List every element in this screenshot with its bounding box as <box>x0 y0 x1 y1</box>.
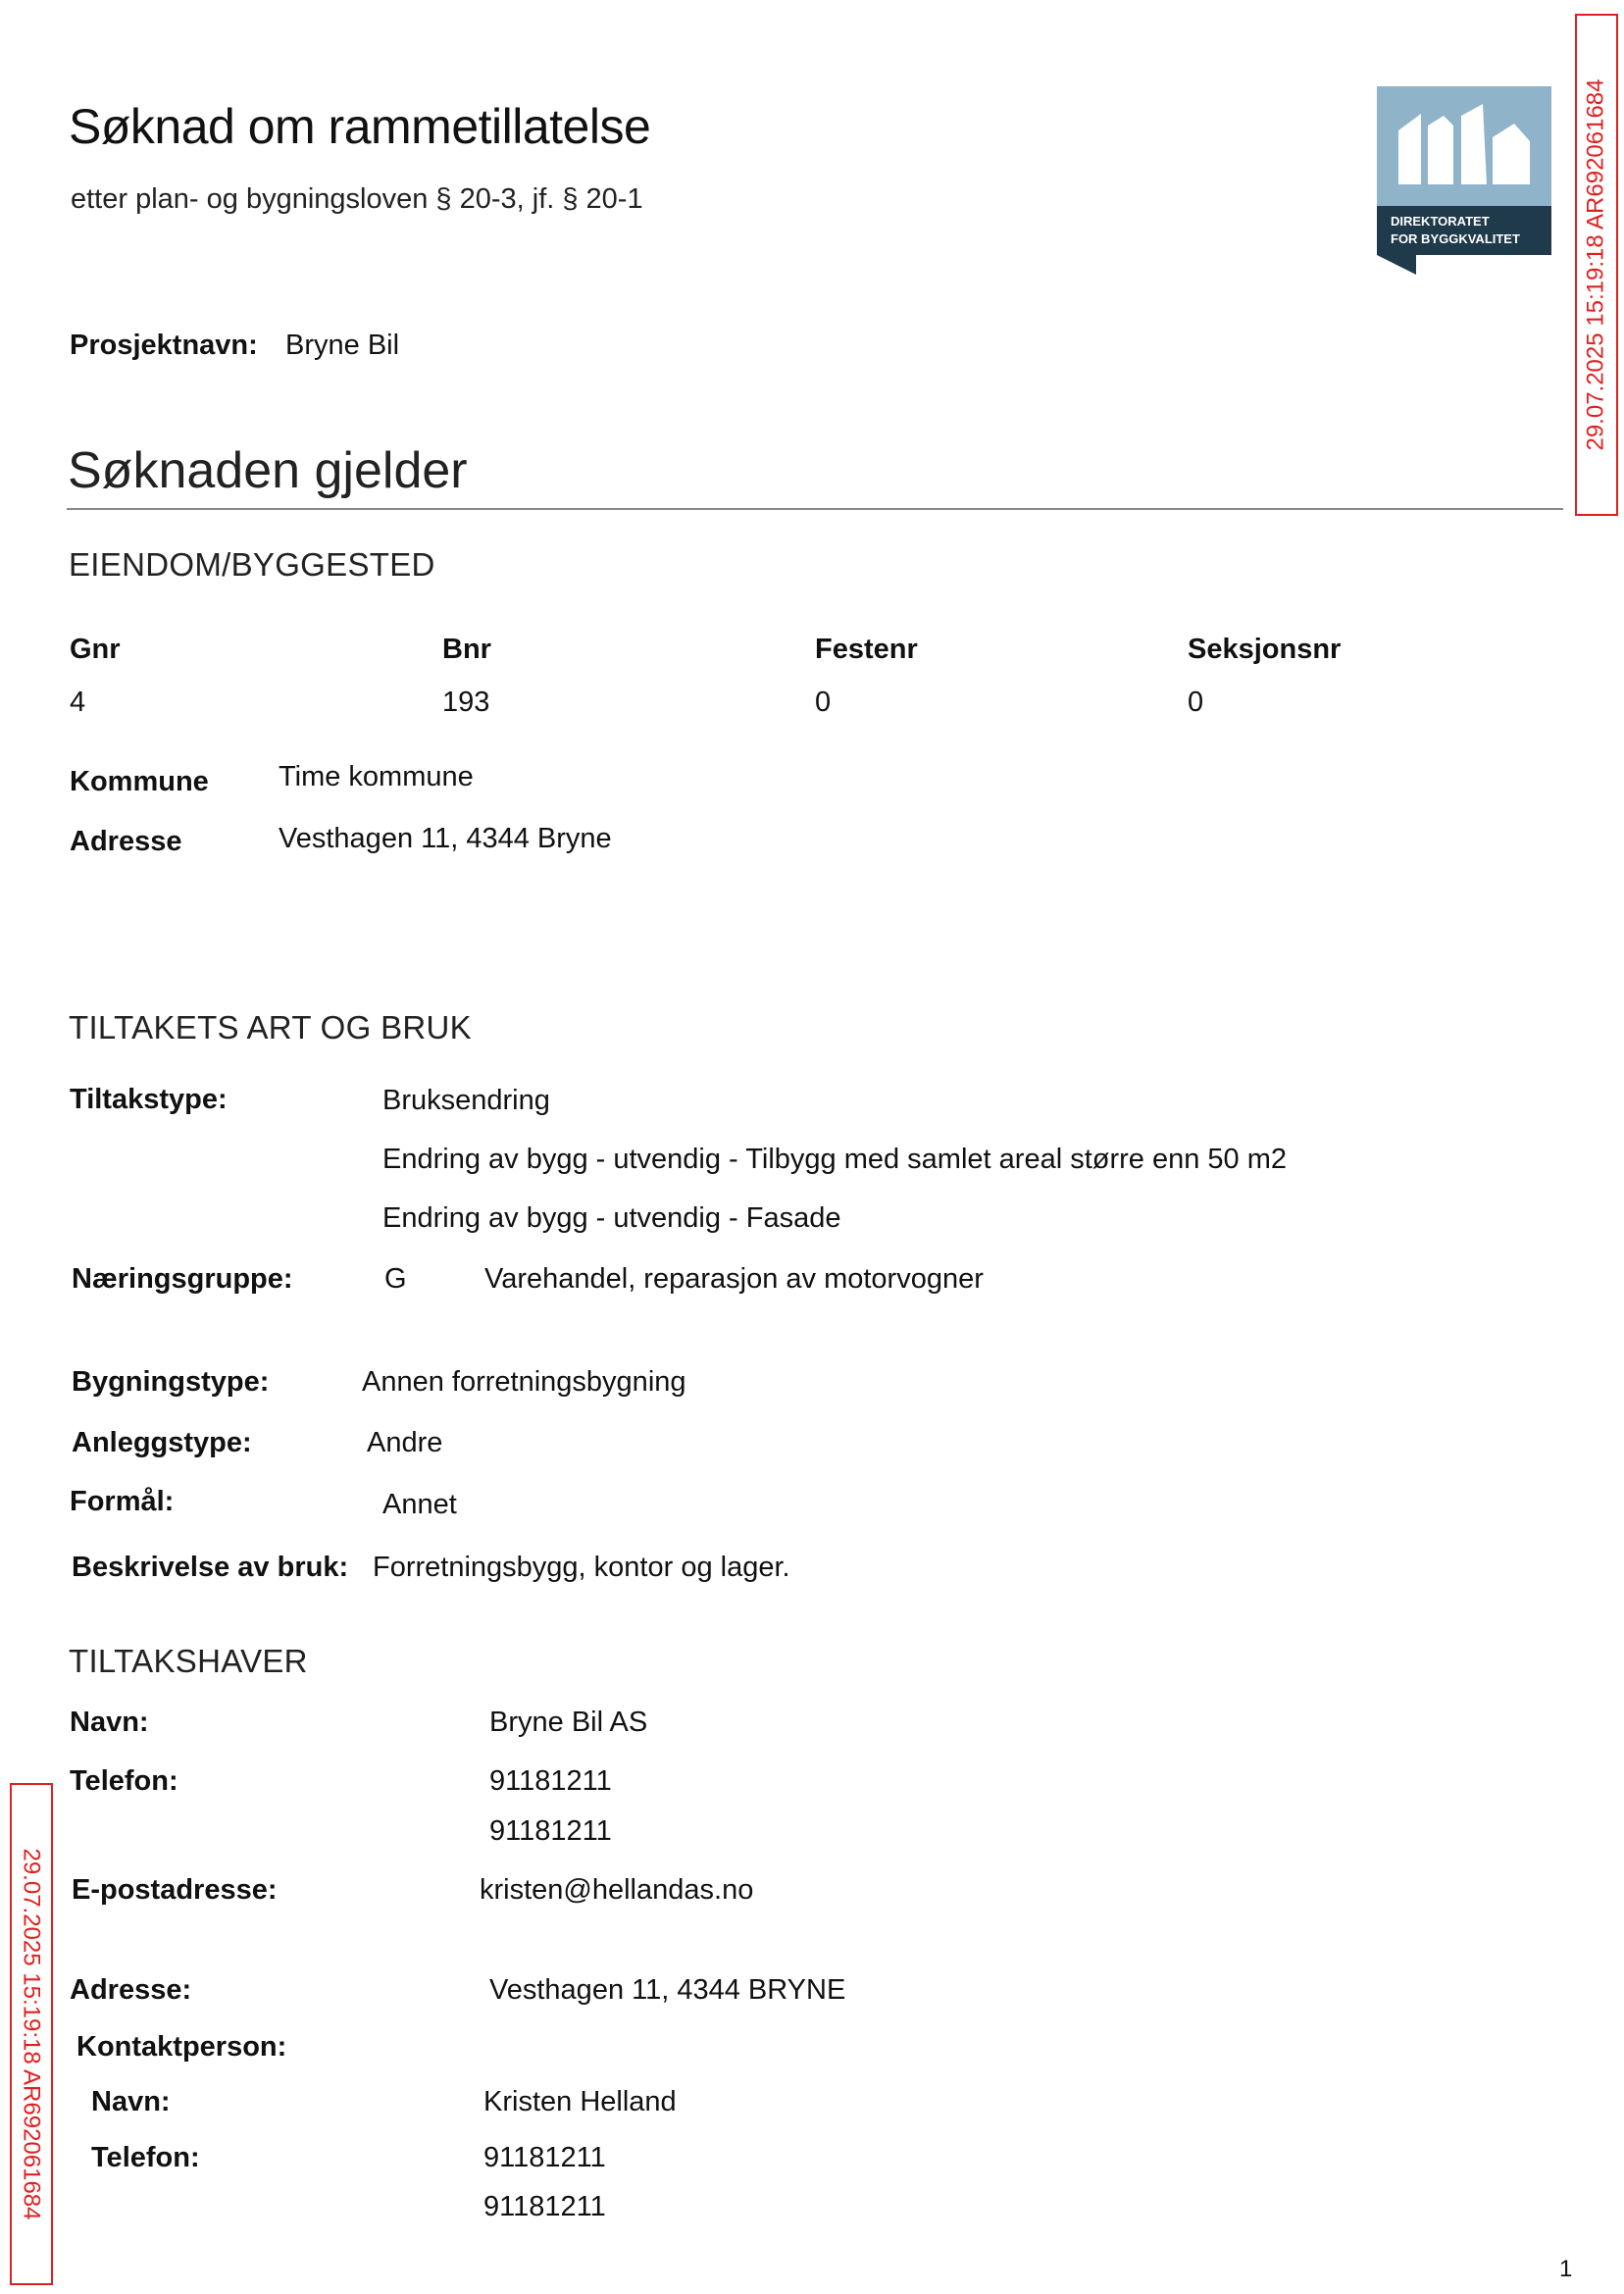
page-number: 1 <box>1559 2256 1573 2282</box>
seksjonsnr-label: Seksjonsnr <box>1188 634 1342 665</box>
bnr-value: 193 <box>442 687 490 718</box>
logo-text-line-2: FOR BYGGKVALITET <box>1391 231 1520 246</box>
bnr-label: Bnr <box>442 634 491 665</box>
tiltakshaver-adresse-value: Vesthagen 11, 4344 BRYNE <box>489 1974 846 2006</box>
property-heading: EIENDOM/BYGGESTED <box>69 546 435 583</box>
section-divider <box>67 508 1563 510</box>
kontakt-navn-label: Navn: <box>91 2086 171 2117</box>
epost-label: E-postadresse: <box>72 1874 278 1906</box>
document-title: Søknad om rammetillatelse <box>69 99 651 154</box>
naeringsgruppe-code: G <box>384 1263 407 1295</box>
beskrivelse-value: Forretningsbygg, kontor og lager. <box>373 1552 790 1583</box>
tiltakshaver-heading: TILTAKSHAVER <box>69 1643 308 1679</box>
adresse-value: Vesthagen 11, 4344 Bryne <box>279 823 612 854</box>
anleggstype-label: Anleggstype: <box>72 1427 252 1458</box>
anleggstype-value: Andre <box>367 1427 443 1458</box>
naeringsgruppe-value: Varehandel, reparasjon av motorvogner <box>484 1263 984 1295</box>
gnr-label: Gnr <box>70 634 121 665</box>
seksjonsnr-value: 0 <box>1188 687 1204 718</box>
dibk-logo-graphic <box>1377 86 1551 275</box>
kommune-label: Kommune <box>70 766 209 797</box>
tiltakstype-value-1: Bruksendring <box>382 1085 550 1116</box>
tiltakshaver-adresse-label: Adresse: <box>70 1974 192 2006</box>
navn-value: Bryne Bil AS <box>489 1707 648 1738</box>
gnr-value: 4 <box>70 687 86 718</box>
kontakt-navn-value: Kristen Helland <box>483 2086 677 2117</box>
festenr-value: 0 <box>815 687 832 718</box>
formal-label: Formål: <box>70 1486 175 1517</box>
section-title: Søknaden gjelder <box>68 442 468 499</box>
timestamp-stamp-bottom <box>10 1783 53 2285</box>
kommune-value: Time kommune <box>279 761 474 792</box>
tiltakstype-value-2: Endring av bygg - utvendig - Tilbygg med samlet areal større enn 50 m2 <box>382 1144 1288 1175</box>
epost-value: kristen@hellandas.no <box>480 1874 754 1906</box>
dibk-logo <box>1377 86 1551 275</box>
bygningstype-value: Annen forretningsbygning <box>362 1366 686 1398</box>
beskrivelse-label: Beskrivelse av bruk: <box>72 1552 349 1583</box>
kontakt-telefon-value-2: 91181211 <box>483 2191 606 2222</box>
navn-label: Navn: <box>70 1707 149 1738</box>
document-subtitle: etter plan- og bygningsloven § 20-3, jf. § 20-1 <box>71 183 643 215</box>
tiltakstype-label: Tiltakstype: <box>70 1084 228 1115</box>
kontakt-telefon-label: Telefon: <box>91 2142 200 2173</box>
kontakt-telefon-value-1: 91181211 <box>483 2142 606 2173</box>
festenr-label: Festenr <box>815 634 918 665</box>
project-value: Bryne Bil <box>285 330 400 361</box>
formal-value: Annet <box>382 1489 457 1520</box>
project-label: Prosjektnavn: <box>70 330 258 361</box>
telefon-value-1: 91181211 <box>489 1765 612 1797</box>
stamp-text: 29.07.2025 15:19:18 AR692061684 <box>1583 78 1609 451</box>
bygningstype-label: Bygningstype: <box>72 1366 270 1398</box>
tiltakstype-value-3: Endring av bygg - utvendig - Fasade <box>382 1202 841 1234</box>
tiltak-heading: TILTAKETS ART OG BRUK <box>69 1009 472 1045</box>
telefon-label: Telefon: <box>70 1765 178 1797</box>
adresse-label: Adresse <box>70 826 182 857</box>
logo-text-line-1: DIREKTORATET <box>1391 214 1490 229</box>
timestamp-stamp-top <box>1575 14 1618 516</box>
stamp-text: 29.07.2025 15:19:18 AR692061684 <box>19 1848 45 2220</box>
telefon-value-2: 91181211 <box>489 1815 612 1847</box>
naeringsgruppe-label: Næringsgruppe: <box>72 1263 293 1295</box>
kontaktperson-label: Kontaktperson: <box>76 2031 287 2063</box>
